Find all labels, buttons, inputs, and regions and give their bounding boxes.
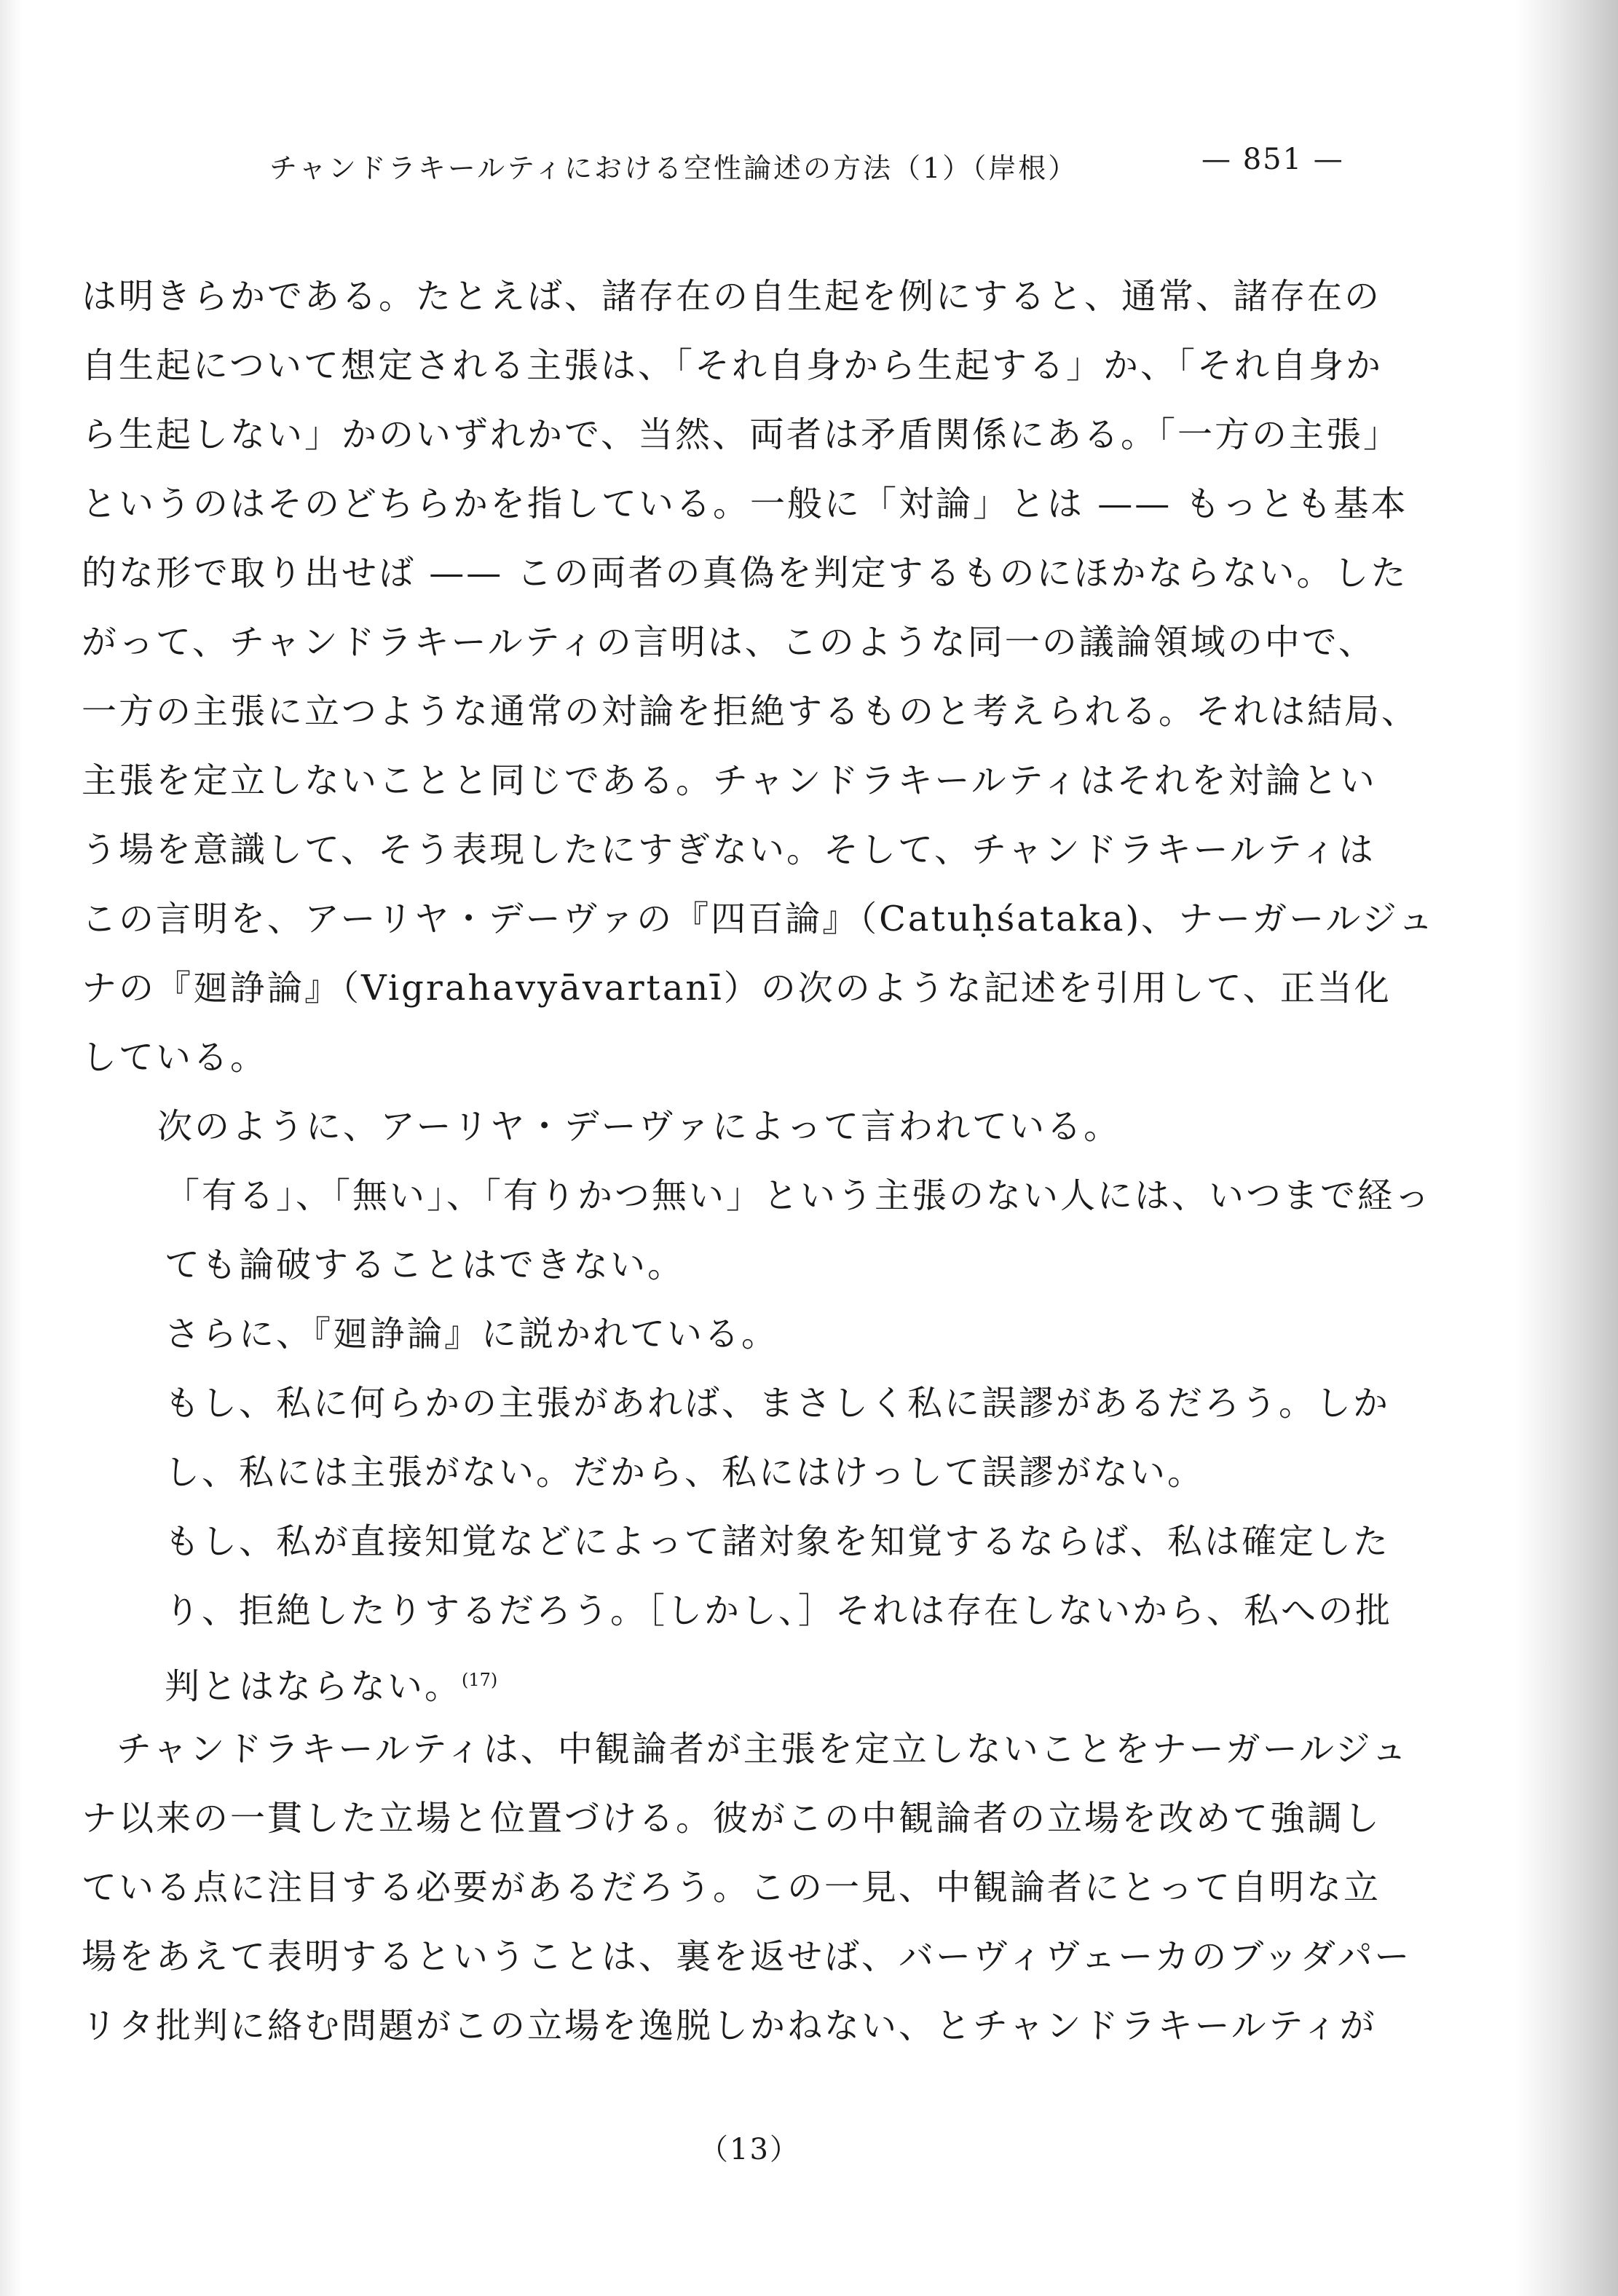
text-line: ている点に注目する必要があるだろう。この一見、中観論者にとって自明な立 — [82, 1867, 1381, 1908]
body-text — [82, 262, 1436, 2061]
text-line: というのはそのどちらかを指している。一般に「対論」とは —— もっとも基本 — [82, 484, 1408, 524]
scan-left-edge — [0, 0, 22, 2296]
quote-line: もし、私が直接知覚などによって諸対象を知覚するならば、私は確定した — [165, 1521, 1391, 1562]
folio-number: （13） — [699, 2133, 800, 2166]
text-line: う場を意識して、そう表現したにすぎない。そして、チャンドラキールティは — [82, 829, 1376, 870]
text-line: 場をあえて表明するということは、裏を返せば、バーヴィヴェーカのブッダパー — [82, 1936, 1412, 1977]
text-line: ナの『廻諍論』（Vigrahavyāvartanī）の次のような記述を引用して、正当化 — [82, 968, 1392, 1009]
text-line: している。 — [82, 1037, 268, 1078]
quote-line: し、私には主張がない。だから、私にはけっして誤謬がない。 — [165, 1452, 1205, 1493]
text-line: 的な形で取り出せば —— この両者の真偽を判定するものにほかならない。した — [82, 553, 1408, 593]
text-line: がって、チャンドラキールティの言明は、このような同一の議論領域の中で、 — [82, 622, 1376, 663]
running-header: チャンドラキールティにおける空性論述の方法（1）（岸根） — [269, 152, 1078, 184]
quote-line: 「有る」、「無い」、「有りかつ無い」という主張のない人には、いつまで経っ — [165, 1175, 1432, 1216]
quote-line: り、拒絶したりするだろう。［しかし、］それは存在しないから、私への批 — [165, 1590, 1393, 1631]
text-line: ら生起しない」かのいずれかで、当然、両者は矛盾関係にある。「一方の主張」 — [82, 414, 1401, 455]
text-line: 主張を定立しないことと同じである。チャンドラキールティはそれを対論とい — [82, 760, 1377, 801]
text-line: 一方の主張に立つような通常の対論を拒絶するものと考えられる。それは結局、 — [82, 691, 1419, 732]
text-line: この言明を、アーリヤ・デーヴァの『四百論』（Catuḥśataka)、ナーガールジュ — [82, 899, 1436, 939]
quote-intro-line: 次のように、アーリヤ・デーヴァによって言われている。 — [157, 1106, 1121, 1147]
quote-line: ても論破することはできない。 — [165, 1244, 685, 1285]
footnote-reference[interactable]: (17) — [462, 1670, 498, 1690]
text-line: は明きらかである。たとえば、諸存在の自生起を例にすると、通常、諸存在の — [82, 276, 1382, 317]
page-number: — 851 — — [1201, 143, 1344, 176]
text-line: 自生起について想定される主張は、「それ自身から生起する」か、「それ自身か — [82, 345, 1384, 386]
quote-intro-line: さらに、『廻諍論』に説かれている。 — [165, 1314, 779, 1354]
scan-binding-edge — [1516, 0, 1618, 2296]
text-line: ナ以来の一貫した立場と位置づける。彼がこの中観論者の立場を改めて強調し — [82, 1798, 1382, 1839]
text-line: リタ批判に絡む問題がこの立場を逸脱しかねない、とチャンドラキールティが — [82, 2005, 1377, 2046]
quote-line: もし、私に何らかの主張があれば、まさしく私に誤謬があるだろう。しか — [165, 1383, 1391, 1424]
quote-last-line — [82, 1646, 1378, 1715]
quote-line-text: 判とはならない。 — [165, 1666, 462, 1707]
paragraph-first-line: チャンドラキールティは、中観論者が主張を定立しないことをナーガールジュ — [117, 1729, 1409, 1770]
